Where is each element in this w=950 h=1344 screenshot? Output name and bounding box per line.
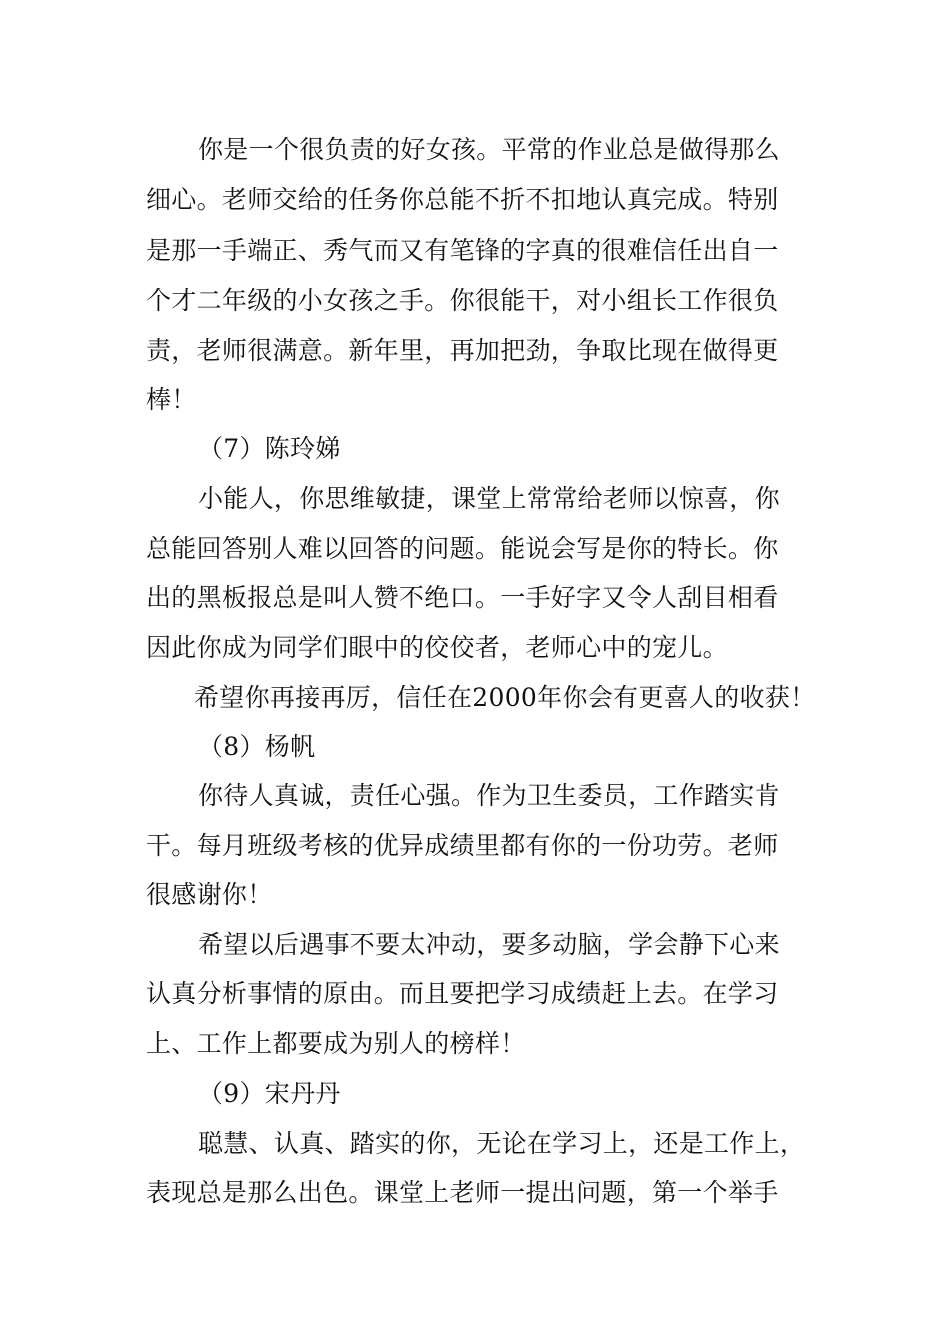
paragraph-line: 个才二年级的小女孩之手。你很能干，对小组长工作很负 [146, 286, 779, 315]
paragraph-line: 你待人真诚，责任心强。作为卫生委员，工作踏实肯 [198, 781, 780, 810]
paragraph-line: 小能人，你思维敏捷，课堂上常常给老师以惊喜，你 [198, 484, 780, 513]
section-heading: （9）宋丹丹 [198, 1079, 341, 1108]
paragraph-line: 出的黑板报总是叫人赞不绝口。一手好字又令人刮目相看 [146, 583, 779, 612]
paragraph-line: 聪慧、认真、踏实的你，无论在学习上，还是工作上， [198, 1129, 806, 1158]
section-heading: （7）陈玲娣 [198, 434, 341, 463]
paragraph-line: 细心。老师交给的任务你总能不折不扣地认真完成。特别 [146, 185, 779, 214]
paragraph-line: 认真分析事情的原由。而且要把学习成绩赶上去。在学习 [146, 979, 779, 1008]
paragraph-line: 表现总是那么出色。课堂上老师一提出问题，第一个举手 [146, 1178, 779, 1207]
section-heading: （8）杨帆 [198, 732, 316, 761]
paragraph-line: 棒！ [146, 385, 197, 414]
paragraph-line: 责，老师很满意。新年里，再加把劲，争取比现在做得更 [146, 336, 779, 365]
paragraph-line: 希望你再接再厉，信任在2000年你会有更喜人的收获！ [194, 683, 816, 712]
paragraph-line: 你是一个很负责的好女孩。平常的作业总是做得那么 [198, 135, 780, 164]
paragraph-line: 很感谢你！ [146, 880, 273, 909]
paragraph-line: 总能回答别人难以回答的问题。能说会写是你的特长。你 [146, 534, 779, 563]
paragraph-line: 干。每月班级考核的优异成绩里都有你的一份功劳。老师 [146, 831, 779, 860]
paragraph-line: 上、工作上都要成为别人的榜样！ [146, 1029, 526, 1058]
paragraph-line: 希望以后遇事不要太冲动，要多动脑，学会静下心来 [198, 930, 780, 959]
paragraph-line: 因此你成为同学们眼中的佼佼者，老师心中的宠儿。 [146, 633, 728, 662]
paragraph-line: 是那一手端正、秀气而又有笔锋的字真的很难信任出自一 [146, 236, 779, 265]
